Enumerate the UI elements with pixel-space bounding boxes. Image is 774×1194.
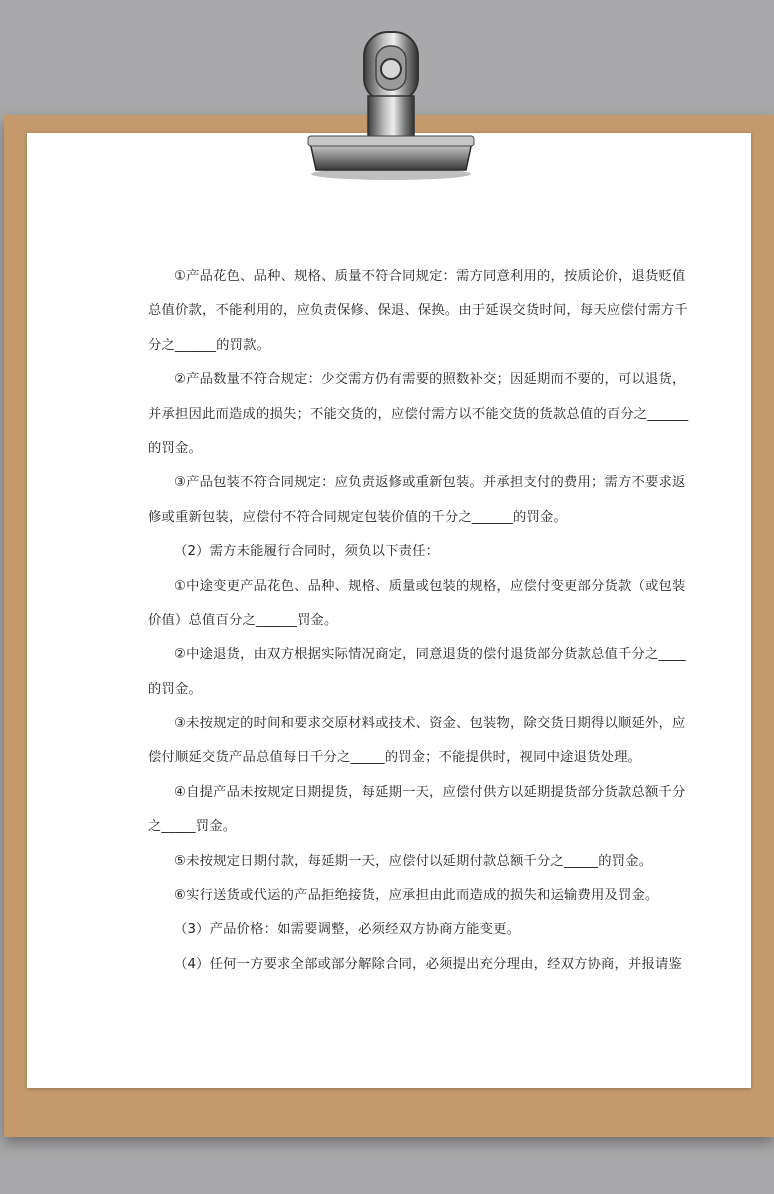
text-line: ②中途退货，由双方根据实际情况商定，同意退货的偿付退货部分货款总值千分之____ <box>174 647 686 663</box>
text-line: 价值）总值百分之______罚金。 <box>148 612 338 628</box>
text-line: 并承担因此而造成的损失；不能交货的，应偿付需方以不能交货的货款总值的百分之______ <box>148 406 689 422</box>
text-line: ③未按规定的时间和要求交原材料或技术、资金、包装物，除交货日期得以顺延外，应 <box>174 716 686 732</box>
text-line: ④自提产品未按规定日期提货，每延期一天，应偿付供方以延期提货部分货款总额千分 <box>174 784 686 800</box>
text-line: 总值价款，不能利用的，应负责保修、保退、保换。由于延误交货时间，每天应偿付需方千 <box>148 303 688 319</box>
text-line: 修或重新包装，应偿付不符合同规定包装价值的千分之______的罚金。 <box>148 509 568 525</box>
text-line: 的罚金。 <box>148 440 202 456</box>
document-body <box>148 268 689 990</box>
text-line: ①中途变更产品花色、品种、规格、质量或包装的规格，应偿付变更部分货款（或包装 <box>174 578 686 594</box>
text-line: 分之______的罚款。 <box>148 337 271 353</box>
text-line: 的罚金。 <box>148 681 202 697</box>
text-line: （3）产品价格：如需要调整，必须经双方协商方能变更。 <box>174 922 521 938</box>
text-line: （4）任何一方要求全部或部分解除合同，必须提出充分理由，经双方协商，并报请鉴 <box>174 956 683 972</box>
text-line: ②产品数量不符合规定：少交需方仍有需要的照数补交；因延期而不要的，可以退货， <box>174 372 686 388</box>
text-line: ⑥实行送货或代运的产品拒绝接货，应承担由此而造成的损失和运输费用及罚金。 <box>174 888 659 904</box>
binder-clip-icon <box>296 24 482 184</box>
text-line: 之_____罚金。 <box>148 819 237 835</box>
text-line: ⑤未按规定日期付款，每延期一天，应偿付以延期付款总额千分之_____的罚金。 <box>174 853 653 869</box>
text-line: ③产品包装不符合同规定：应负责返修或重新包装。并承担支付的费用；需方不要求返 <box>174 475 686 491</box>
text-line: 偿付顺延交货产品总值每日千分之_____的罚金；不能提供时，视同中途退货处理。 <box>148 750 642 766</box>
text-line: （2）需方未能履行合同时，须负以下责任： <box>174 544 440 560</box>
text-line: ①产品花色、品种、规格、质量不符合同规定：需方同意利用的，按质论价，退货贬值 <box>174 269 686 284</box>
